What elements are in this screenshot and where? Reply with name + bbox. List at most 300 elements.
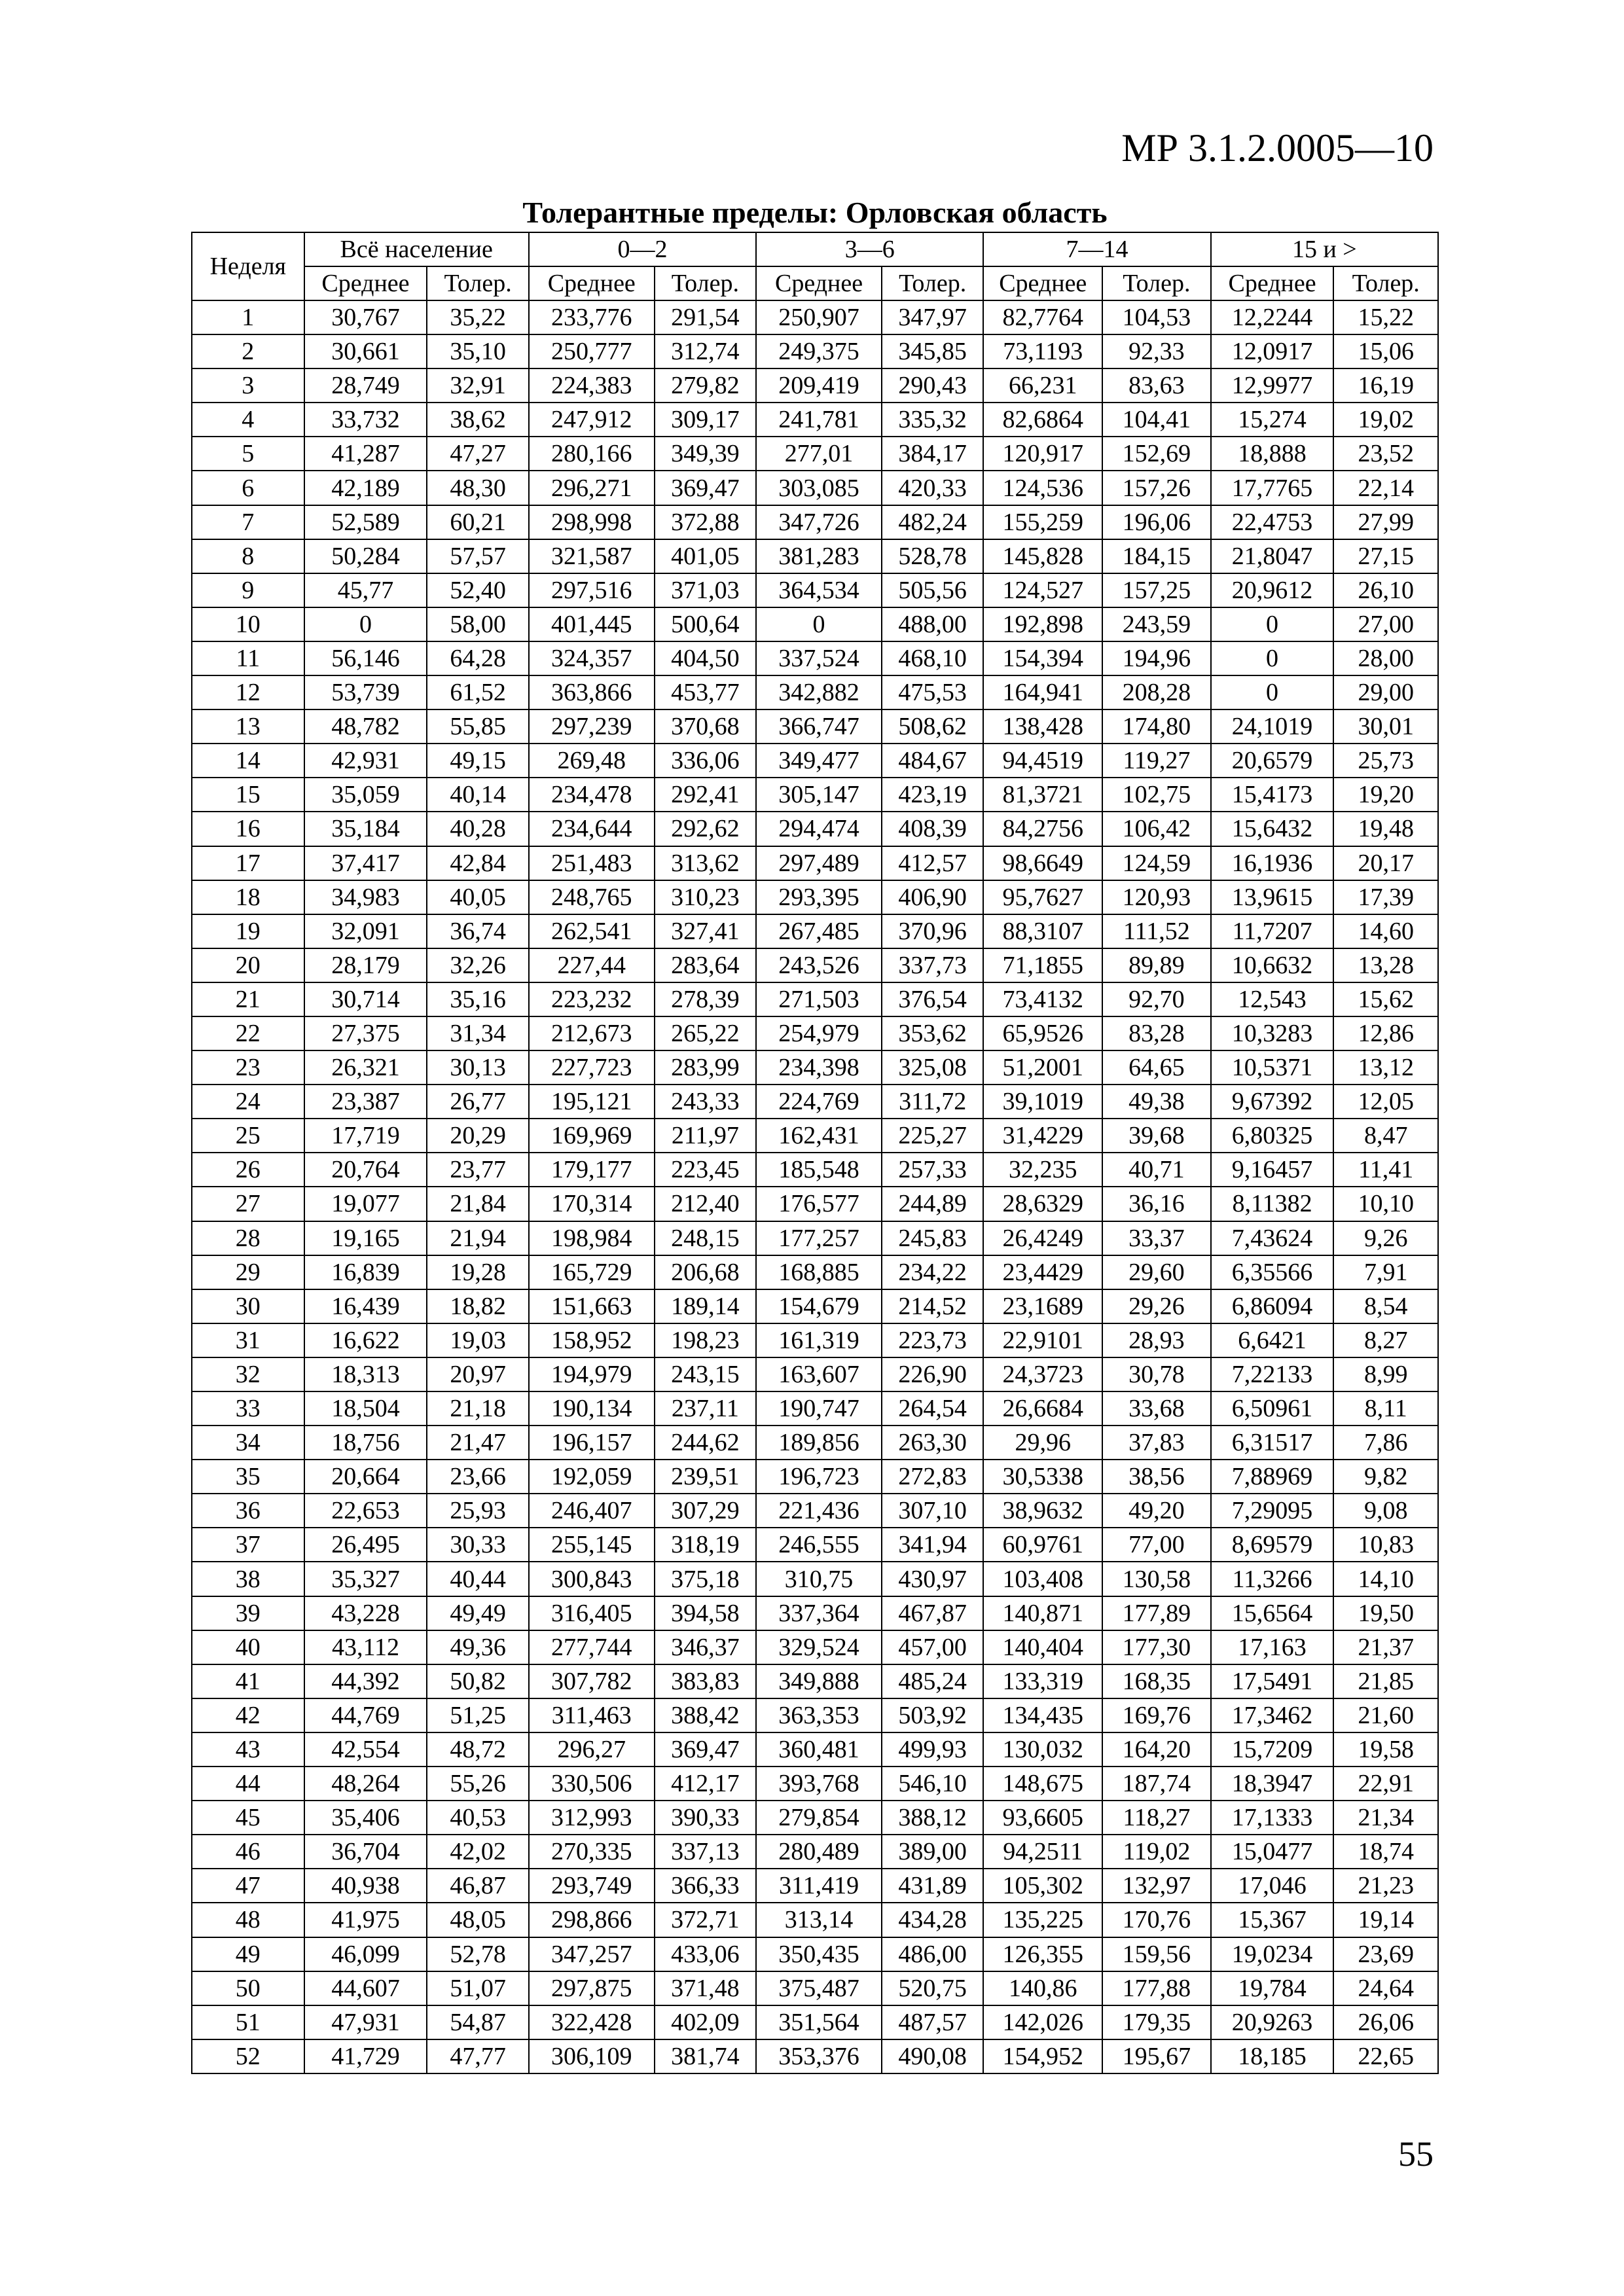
all-tol-cell: 18,82 — [427, 1289, 528, 1323]
all-mean-cell: 44,392 — [304, 1664, 427, 1698]
age-0-2-mean-cell: 234,644 — [529, 812, 655, 846]
table-row — [192, 1221, 1438, 1255]
age-3-6-mean-cell: 381,283 — [756, 539, 882, 573]
age-15-plus-tol-cell: 21,34 — [1333, 1801, 1438, 1835]
age-7-14-mean-cell: 26,6684 — [983, 1391, 1102, 1426]
age-15-plus-tol-cell: 25,73 — [1333, 744, 1438, 778]
age-7-14-mean-cell: 133,319 — [983, 1664, 1102, 1698]
age-0-2-tol-cell: 433,06 — [655, 1937, 756, 1971]
age-3-6-mean-cell: 224,769 — [756, 1085, 882, 1119]
all-tol-cell: 30,13 — [427, 1050, 528, 1085]
age-15-plus-tol-cell: 23,69 — [1333, 1937, 1438, 1971]
table-row — [192, 1153, 1438, 1187]
age-0-2-mean-cell: 297,239 — [529, 709, 655, 744]
age-15-plus-mean-cell: 17,046 — [1211, 1869, 1334, 1903]
age-3-6-tol-cell: 503,92 — [882, 1698, 983, 1732]
all-tol-cell: 40,05 — [427, 880, 528, 914]
age-15-plus-tol-cell: 19,50 — [1333, 1596, 1438, 1630]
age-0-2-tol-cell: 375,18 — [655, 1562, 756, 1596]
table-row — [192, 573, 1438, 607]
age-15-plus-mean-cell: 9,67392 — [1211, 1085, 1334, 1119]
age-15-plus-tol-cell: 21,60 — [1333, 1698, 1438, 1732]
age-3-6-mean-cell: 313,14 — [756, 1903, 882, 1937]
age-7-14-mean-cell: 140,871 — [983, 1596, 1102, 1630]
age-7-14-mean-cell: 38,9632 — [983, 1494, 1102, 1528]
age-0-2-tol-cell: 292,41 — [655, 778, 756, 812]
age-0-2-tol-cell: 212,40 — [655, 1187, 756, 1221]
all-tol-cell: 40,44 — [427, 1562, 528, 1596]
week-cell: 14 — [192, 744, 304, 778]
header-week: Неделя — [192, 232, 304, 300]
age-3-6-mean-cell: 305,147 — [756, 778, 882, 812]
all-mean-cell: 18,313 — [304, 1357, 427, 1391]
age-15-plus-mean-cell: 10,5371 — [1211, 1050, 1334, 1085]
age-3-6-mean-cell: 337,524 — [756, 641, 882, 675]
age-7-14-tol-cell: 92,70 — [1102, 982, 1211, 1016]
age-15-plus-mean-cell: 13,9615 — [1211, 880, 1334, 914]
age-0-2-tol-cell: 283,64 — [655, 948, 756, 982]
age-0-2-mean-cell: 262,541 — [529, 914, 655, 948]
age-7-14-tol-cell: 119,27 — [1102, 744, 1211, 778]
age-7-14-mean-cell: 148,675 — [983, 1767, 1102, 1801]
all-mean-cell: 43,112 — [304, 1630, 427, 1664]
age-7-14-tol-cell: 36,16 — [1102, 1187, 1211, 1221]
age-7-14-mean-cell: 23,4429 — [983, 1255, 1102, 1289]
age-7-14-tol-cell: 104,41 — [1102, 403, 1211, 437]
table-body — [192, 300, 1438, 2073]
age-0-2-mean-cell: 324,357 — [529, 641, 655, 675]
age-7-14-tol-cell: 177,89 — [1102, 1596, 1211, 1630]
age-7-14-tol-cell: 92,33 — [1102, 334, 1211, 368]
age-0-2-tol-cell: 366,33 — [655, 1869, 756, 1903]
age-3-6-tol-cell: 244,89 — [882, 1187, 983, 1221]
age-0-2-mean-cell: 270,335 — [529, 1835, 655, 1869]
all-tol-cell: 49,49 — [427, 1596, 528, 1630]
all-mean-cell: 30,767 — [304, 300, 427, 334]
age-15-plus-tol-cell: 8,11 — [1333, 1391, 1438, 1426]
all-mean-cell: 52,589 — [304, 505, 427, 539]
week-cell: 26 — [192, 1153, 304, 1187]
week-cell: 1 — [192, 300, 304, 334]
age-0-2-tol-cell: 278,39 — [655, 982, 756, 1016]
age-3-6-tol-cell: 488,00 — [882, 607, 983, 641]
week-cell: 37 — [192, 1528, 304, 1562]
age-7-14-mean-cell: 29,96 — [983, 1426, 1102, 1460]
age-0-2-mean-cell: 296,27 — [529, 1732, 655, 1767]
age-0-2-tol-cell: 402,09 — [655, 2005, 756, 2039]
age-0-2-mean-cell: 347,257 — [529, 1937, 655, 1971]
age-0-2-mean-cell: 321,587 — [529, 539, 655, 573]
age-7-14-tol-cell: 77,00 — [1102, 1528, 1211, 1562]
all-tol-cell: 49,36 — [427, 1630, 528, 1664]
all-mean-cell: 18,756 — [304, 1426, 427, 1460]
all-mean-cell: 50,284 — [304, 539, 427, 573]
age-0-2-tol-cell: 390,33 — [655, 1801, 756, 1835]
age-7-14-mean-cell: 28,6329 — [983, 1187, 1102, 1221]
age-3-6-tol-cell: 370,96 — [882, 914, 983, 948]
all-tol-cell: 51,25 — [427, 1698, 528, 1732]
week-cell: 51 — [192, 2005, 304, 2039]
age-3-6-mean-cell: 310,75 — [756, 1562, 882, 1596]
age-7-14-mean-cell: 154,394 — [983, 641, 1102, 675]
age-0-2-mean-cell: 233,776 — [529, 300, 655, 334]
age-15-plus-mean-cell: 24,1019 — [1211, 709, 1334, 744]
age-7-14-mean-cell: 95,7627 — [983, 880, 1102, 914]
age-15-plus-mean-cell: 15,4173 — [1211, 778, 1334, 812]
table-row — [192, 778, 1438, 812]
table-row — [192, 1835, 1438, 1869]
header-mean: Среднее — [304, 266, 427, 300]
age-15-plus-mean-cell: 0 — [1211, 607, 1334, 641]
week-cell: 25 — [192, 1119, 304, 1153]
table-row — [192, 1085, 1438, 1119]
age-0-2-mean-cell: 312,993 — [529, 1801, 655, 1835]
age-3-6-tol-cell: 388,12 — [882, 1801, 983, 1835]
age-0-2-mean-cell: 212,673 — [529, 1016, 655, 1050]
age-0-2-mean-cell: 227,723 — [529, 1050, 655, 1085]
age-3-6-mean-cell: 209,419 — [756, 368, 882, 403]
age-0-2-mean-cell: 195,121 — [529, 1085, 655, 1119]
age-7-14-mean-cell: 88,3107 — [983, 914, 1102, 948]
table-row — [192, 471, 1438, 505]
age-15-plus-mean-cell: 6,86094 — [1211, 1289, 1334, 1323]
age-3-6-mean-cell: 342,882 — [756, 675, 882, 709]
age-3-6-mean-cell: 246,555 — [756, 1528, 882, 1562]
age-15-plus-tol-cell: 26,10 — [1333, 573, 1438, 607]
age-3-6-tol-cell: 486,00 — [882, 1937, 983, 1971]
age-3-6-mean-cell: 293,395 — [756, 880, 882, 914]
age-15-plus-tol-cell: 13,28 — [1333, 948, 1438, 982]
table-row — [192, 1357, 1438, 1391]
all-tol-cell: 50,82 — [427, 1664, 528, 1698]
age-7-14-tol-cell: 33,37 — [1102, 1221, 1211, 1255]
all-mean-cell: 37,417 — [304, 846, 427, 880]
week-cell: 17 — [192, 846, 304, 880]
age-3-6-mean-cell: 189,856 — [756, 1426, 882, 1460]
age-3-6-tol-cell: 487,57 — [882, 2005, 983, 2039]
all-tol-cell: 60,21 — [427, 505, 528, 539]
age-7-14-mean-cell: 65,9526 — [983, 1016, 1102, 1050]
week-cell: 16 — [192, 812, 304, 846]
age-3-6-mean-cell: 250,907 — [756, 300, 882, 334]
age-3-6-tol-cell: 423,19 — [882, 778, 983, 812]
age-3-6-tol-cell: 467,87 — [882, 1596, 983, 1630]
all-tol-cell: 46,87 — [427, 1869, 528, 1903]
week-cell: 32 — [192, 1357, 304, 1391]
age-7-14-mean-cell: 164,941 — [983, 675, 1102, 709]
week-cell: 21 — [192, 982, 304, 1016]
week-cell: 29 — [192, 1255, 304, 1289]
age-0-2-tol-cell: 369,47 — [655, 471, 756, 505]
all-tol-cell: 48,72 — [427, 1732, 528, 1767]
age-0-2-tol-cell: 283,99 — [655, 1050, 756, 1085]
age-0-2-tol-cell: 401,05 — [655, 539, 756, 573]
age-15-plus-mean-cell: 6,35566 — [1211, 1255, 1334, 1289]
age-15-plus-mean-cell: 20,6579 — [1211, 744, 1334, 778]
age-15-plus-tol-cell: 19,20 — [1333, 778, 1438, 812]
age-3-6-mean-cell: 196,723 — [756, 1460, 882, 1494]
all-tol-cell: 21,18 — [427, 1391, 528, 1426]
age-15-plus-mean-cell: 8,69579 — [1211, 1528, 1334, 1562]
week-cell: 39 — [192, 1596, 304, 1630]
all-mean-cell: 42,931 — [304, 744, 427, 778]
age-0-2-tol-cell: 318,19 — [655, 1528, 756, 1562]
age-0-2-mean-cell: 311,463 — [529, 1698, 655, 1732]
age-3-6-tol-cell: 528,78 — [882, 539, 983, 573]
age-15-plus-mean-cell: 19,784 — [1211, 1971, 1334, 2005]
all-tol-cell: 23,66 — [427, 1460, 528, 1494]
age-7-14-tol-cell: 106,42 — [1102, 812, 1211, 846]
age-0-2-tol-cell: 372,88 — [655, 505, 756, 539]
age-3-6-tol-cell: 347,97 — [882, 300, 983, 334]
table-row — [192, 1255, 1438, 1289]
age-0-2-tol-cell: 279,82 — [655, 368, 756, 403]
all-mean-cell: 26,495 — [304, 1528, 427, 1562]
age-15-plus-mean-cell: 6,80325 — [1211, 1119, 1334, 1153]
age-15-plus-tol-cell: 21,85 — [1333, 1664, 1438, 1698]
age-3-6-mean-cell: 329,524 — [756, 1630, 882, 1664]
age-0-2-mean-cell: 316,405 — [529, 1596, 655, 1630]
age-3-6-mean-cell: 347,726 — [756, 505, 882, 539]
all-tol-cell: 47,27 — [427, 437, 528, 471]
week-cell: 43 — [192, 1732, 304, 1767]
table-title: Толерантные пределы: Орловская область — [522, 196, 1108, 229]
week-cell: 8 — [192, 539, 304, 573]
age-0-2-mean-cell: 307,782 — [529, 1664, 655, 1698]
age-3-6-mean-cell: 234,398 — [756, 1050, 882, 1085]
week-cell: 34 — [192, 1426, 304, 1460]
age-0-2-mean-cell: 165,729 — [529, 1255, 655, 1289]
age-0-2-mean-cell: 192,059 — [529, 1460, 655, 1494]
age-7-14-tol-cell: 29,26 — [1102, 1289, 1211, 1323]
week-cell: 35 — [192, 1460, 304, 1494]
age-15-plus-mean-cell: 6,6421 — [1211, 1323, 1334, 1357]
header-group-15-plus: 15 и > — [1211, 232, 1438, 266]
table-row — [192, 1630, 1438, 1664]
age-3-6-mean-cell: 353,376 — [756, 2039, 882, 2073]
age-3-6-tol-cell: 263,30 — [882, 1426, 983, 1460]
header-row-groups — [192, 232, 1438, 266]
age-0-2-mean-cell: 223,232 — [529, 982, 655, 1016]
all-mean-cell: 26,321 — [304, 1050, 427, 1085]
age-7-14-tol-cell: 177,88 — [1102, 1971, 1211, 2005]
age-0-2-mean-cell: 297,875 — [529, 1971, 655, 2005]
table-row — [192, 1732, 1438, 1767]
week-cell: 11 — [192, 641, 304, 675]
age-7-14-tol-cell: 30,78 — [1102, 1357, 1211, 1391]
age-0-2-mean-cell: 246,407 — [529, 1494, 655, 1528]
age-0-2-mean-cell: 170,314 — [529, 1187, 655, 1221]
week-cell: 28 — [192, 1221, 304, 1255]
age-7-14-mean-cell: 138,428 — [983, 709, 1102, 744]
all-mean-cell: 35,059 — [304, 778, 427, 812]
age-15-plus-mean-cell: 17,7765 — [1211, 471, 1334, 505]
age-15-plus-tol-cell: 15,62 — [1333, 982, 1438, 1016]
age-0-2-tol-cell: 369,47 — [655, 1732, 756, 1767]
age-15-plus-tol-cell: 12,05 — [1333, 1085, 1438, 1119]
age-15-plus-mean-cell: 12,2244 — [1211, 300, 1334, 334]
age-7-14-mean-cell: 24,3723 — [983, 1357, 1102, 1391]
table-row — [192, 641, 1438, 675]
age-15-plus-tol-cell: 22,91 — [1333, 1767, 1438, 1801]
age-7-14-mean-cell: 105,302 — [983, 1869, 1102, 1903]
age-7-14-tol-cell: 64,65 — [1102, 1050, 1211, 1085]
all-tol-cell: 42,84 — [427, 846, 528, 880]
age-3-6-tol-cell: 499,93 — [882, 1732, 983, 1767]
all-mean-cell: 19,077 — [304, 1187, 427, 1221]
all-mean-cell: 28,749 — [304, 368, 427, 403]
table-row — [192, 1801, 1438, 1835]
all-mean-cell: 19,165 — [304, 1221, 427, 1255]
age-7-14-tol-cell: 157,25 — [1102, 573, 1211, 607]
age-7-14-tol-cell: 132,97 — [1102, 1869, 1211, 1903]
all-tol-cell: 64,28 — [427, 641, 528, 675]
age-0-2-mean-cell: 300,843 — [529, 1562, 655, 1596]
table-row — [192, 1528, 1438, 1562]
age-7-14-mean-cell: 82,6864 — [983, 403, 1102, 437]
age-0-2-tol-cell: 312,74 — [655, 334, 756, 368]
table-row — [192, 709, 1438, 744]
header-tolerance: Толер. — [882, 266, 983, 300]
all-tol-cell: 19,28 — [427, 1255, 528, 1289]
age-3-6-mean-cell: 154,679 — [756, 1289, 882, 1323]
age-7-14-tol-cell: 187,74 — [1102, 1767, 1211, 1801]
all-mean-cell: 32,091 — [304, 914, 427, 948]
age-15-plus-mean-cell: 12,543 — [1211, 982, 1334, 1016]
age-15-plus-tol-cell: 8,54 — [1333, 1289, 1438, 1323]
age-3-6-mean-cell: 393,768 — [756, 1767, 882, 1801]
header-tolerance: Толер. — [1333, 266, 1438, 300]
all-tol-cell: 35,16 — [427, 982, 528, 1016]
table-row — [192, 1119, 1438, 1153]
age-15-plus-mean-cell: 0 — [1211, 675, 1334, 709]
age-15-plus-mean-cell: 7,22133 — [1211, 1357, 1334, 1391]
age-0-2-tol-cell: 291,54 — [655, 300, 756, 334]
all-mean-cell: 46,099 — [304, 1937, 427, 1971]
age-15-plus-tol-cell: 27,00 — [1333, 607, 1438, 641]
all-tol-cell: 23,77 — [427, 1153, 528, 1187]
all-tol-cell: 57,57 — [427, 539, 528, 573]
age-0-2-tol-cell: 292,62 — [655, 812, 756, 846]
age-3-6-mean-cell: 185,548 — [756, 1153, 882, 1187]
age-0-2-tol-cell: 388,42 — [655, 1698, 756, 1732]
age-3-6-mean-cell: 177,257 — [756, 1221, 882, 1255]
age-0-2-mean-cell: 248,765 — [529, 880, 655, 914]
table-row — [192, 2005, 1438, 2039]
all-mean-cell: 41,729 — [304, 2039, 427, 2073]
age-3-6-mean-cell: 221,436 — [756, 1494, 882, 1528]
all-tol-cell: 20,29 — [427, 1119, 528, 1153]
age-3-6-tol-cell: 290,43 — [882, 368, 983, 403]
age-3-6-tol-cell: 508,62 — [882, 709, 983, 744]
age-3-6-mean-cell: 190,747 — [756, 1391, 882, 1426]
age-7-14-tol-cell: 83,28 — [1102, 1016, 1211, 1050]
table-row — [192, 334, 1438, 368]
week-cell: 3 — [192, 368, 304, 403]
age-15-plus-tol-cell: 18,74 — [1333, 1835, 1438, 1869]
all-tol-cell: 55,85 — [427, 709, 528, 744]
age-3-6-tol-cell: 485,24 — [882, 1664, 983, 1698]
header-tolerance: Толер. — [655, 266, 756, 300]
week-cell: 7 — [192, 505, 304, 539]
age-7-14-mean-cell: 135,225 — [983, 1903, 1102, 1937]
age-7-14-mean-cell: 155,259 — [983, 505, 1102, 539]
all-mean-cell: 16,839 — [304, 1255, 427, 1289]
week-cell: 41 — [192, 1664, 304, 1698]
age-0-2-mean-cell: 179,177 — [529, 1153, 655, 1187]
age-15-plus-mean-cell: 10,3283 — [1211, 1016, 1334, 1050]
age-15-plus-mean-cell: 11,3266 — [1211, 1562, 1334, 1596]
age-3-6-tol-cell: 264,54 — [882, 1391, 983, 1426]
age-7-14-mean-cell: 71,1855 — [983, 948, 1102, 982]
age-7-14-tol-cell: 83,63 — [1102, 368, 1211, 403]
age-7-14-tol-cell: 159,56 — [1102, 1937, 1211, 1971]
age-15-plus-mean-cell: 6,50961 — [1211, 1391, 1334, 1426]
age-7-14-mean-cell: 126,355 — [983, 1937, 1102, 1971]
age-0-2-tol-cell: 337,13 — [655, 1835, 756, 1869]
all-tol-cell: 32,26 — [427, 948, 528, 982]
table-row — [192, 1869, 1438, 1903]
age-0-2-tol-cell: 309,17 — [655, 403, 756, 437]
age-3-6-tol-cell: 341,94 — [882, 1528, 983, 1562]
age-0-2-tol-cell: 237,11 — [655, 1391, 756, 1426]
age-15-plus-tol-cell: 22,14 — [1333, 471, 1438, 505]
age-0-2-mean-cell: 269,48 — [529, 744, 655, 778]
age-7-14-mean-cell: 26,4249 — [983, 1221, 1102, 1255]
age-3-6-tol-cell: 505,56 — [882, 573, 983, 607]
age-7-14-tol-cell: 40,71 — [1102, 1153, 1211, 1187]
age-0-2-tol-cell: 189,14 — [655, 1289, 756, 1323]
age-7-14-mean-cell: 140,404 — [983, 1630, 1102, 1664]
all-mean-cell: 48,782 — [304, 709, 427, 744]
all-tol-cell: 51,07 — [427, 1971, 528, 2005]
all-mean-cell: 16,622 — [304, 1323, 427, 1357]
age-0-2-mean-cell: 234,478 — [529, 778, 655, 812]
age-3-6-tol-cell: 384,17 — [882, 437, 983, 471]
age-7-14-mean-cell: 130,032 — [983, 1732, 1102, 1767]
table-row — [192, 914, 1438, 948]
age-7-14-mean-cell: 30,5338 — [983, 1460, 1102, 1494]
age-3-6-tol-cell: 457,00 — [882, 1630, 983, 1664]
all-mean-cell: 36,704 — [304, 1835, 427, 1869]
all-tol-cell: 52,40 — [427, 573, 528, 607]
age-7-14-tol-cell: 29,60 — [1102, 1255, 1211, 1289]
all-mean-cell: 42,189 — [304, 471, 427, 505]
age-3-6-mean-cell: 163,607 — [756, 1357, 882, 1391]
age-3-6-mean-cell: 254,979 — [756, 1016, 882, 1050]
age-15-plus-tol-cell: 17,39 — [1333, 880, 1438, 914]
age-15-plus-mean-cell: 10,6632 — [1211, 948, 1334, 982]
age-7-14-tol-cell: 111,52 — [1102, 914, 1211, 948]
age-0-2-mean-cell: 293,749 — [529, 1869, 655, 1903]
table-row — [192, 744, 1438, 778]
age-7-14-mean-cell: 192,898 — [983, 607, 1102, 641]
table-row — [192, 1289, 1438, 1323]
all-tol-cell: 26,77 — [427, 1085, 528, 1119]
all-tol-cell: 25,93 — [427, 1494, 528, 1528]
age-7-14-tol-cell: 37,83 — [1102, 1426, 1211, 1460]
age-15-plus-tol-cell: 22,65 — [1333, 2039, 1438, 2073]
age-15-plus-mean-cell: 15,6564 — [1211, 1596, 1334, 1630]
age-3-6-mean-cell: 249,375 — [756, 334, 882, 368]
week-cell: 50 — [192, 1971, 304, 2005]
age-15-plus-mean-cell: 12,0917 — [1211, 334, 1334, 368]
age-0-2-tol-cell: 206,68 — [655, 1255, 756, 1289]
all-tol-cell: 40,28 — [427, 812, 528, 846]
age-15-plus-mean-cell: 20,9612 — [1211, 573, 1334, 607]
age-15-plus-tol-cell: 8,47 — [1333, 1119, 1438, 1153]
age-15-plus-tol-cell: 15,06 — [1333, 334, 1438, 368]
